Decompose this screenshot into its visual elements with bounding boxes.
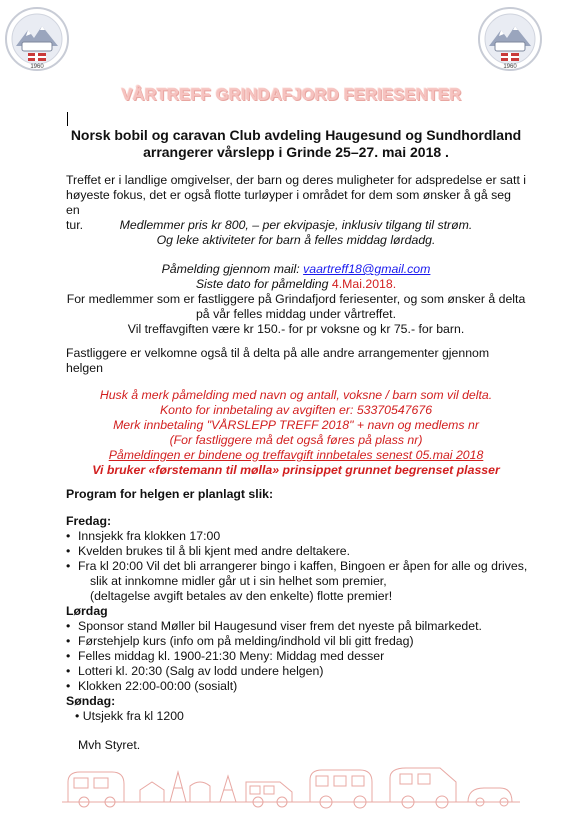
notice-line: Husk å merk påmelding med navn og antall, voksne / barn som vil delta. bbox=[99, 388, 493, 402]
sunday-label: Søndag: bbox=[66, 694, 116, 708]
list-item: • Fra kl 20:00 Vil det bli arrangerer bingo i kaffen, Bingoen er åpen for alle og drives, bbox=[66, 559, 528, 574]
permanent-line: Fastliggere er velkomne også til å delta på alle andre arrangementer gjennom bbox=[66, 346, 490, 360]
list-item: • Kvelden brukes til å bli kjent med andre deltakere. bbox=[66, 544, 528, 559]
friday-label: Fredag: bbox=[66, 514, 112, 528]
list-item: • Førstehjelp kurs (info om på melding/indhold vil bli gitt fredag) bbox=[66, 634, 528, 649]
list-item: • Felles middag kl. 1900-21:30 Meny: Middag med desser bbox=[66, 649, 528, 664]
logo-year: 1960 bbox=[503, 64, 517, 70]
permanent-line: helgen bbox=[66, 361, 103, 375]
program-list bbox=[66, 514, 528, 753]
notice-line: Vi bruker «førstemann til mølla» prinsippet grunnet begrenset plasser bbox=[92, 463, 500, 477]
members-line: For medlemmer som er fastliggere på Grindafjord feriesenter, og som ønsker å delta bbox=[66, 292, 526, 306]
signup-label: Påmelding gjennom mail: bbox=[161, 262, 304, 276]
friday-cont: slik at innkomne midler går ut i sin helhet som premier, bbox=[90, 574, 387, 588]
list-item: • Sponsor stand Møller bil Haugesund viser frem det nyeste på bilmarkedet. bbox=[66, 619, 528, 634]
notice-line: Konto for innbetaling av avgiften er: 53370547676 bbox=[159, 403, 433, 417]
signup-email-link[interactable]: vaartreff18@gmail.com bbox=[303, 262, 431, 276]
notice-line: Merk innbetaling "VÅRSLEPP TREFF 2018" + navn og medlems nr bbox=[113, 418, 479, 432]
pricing-line: Medlemmer pris kr 800, – per ekvipasje, inklusiv tilgang til strøm. bbox=[119, 218, 473, 232]
deadline-value: 4.Mai.2018. bbox=[331, 277, 397, 291]
program-heading: Program for helgen er planlagt slik: bbox=[66, 487, 274, 501]
permanent-paragraph bbox=[66, 346, 528, 376]
event-heading bbox=[56, 127, 536, 161]
page-title: VÅRTREFF GRINDAFJORD FERIESENTER bbox=[121, 86, 462, 104]
logo-year: 1960 bbox=[30, 64, 44, 70]
saturday-items bbox=[66, 619, 528, 694]
heading-line: arrangerer vårslepp i Grinde 25–27. mai 2018 . bbox=[143, 144, 449, 160]
pricing-paragraph bbox=[56, 218, 536, 248]
payment-notice bbox=[56, 388, 536, 478]
list-item: • Klokken 22:00-00:00 (sosialt) bbox=[66, 679, 528, 694]
deadline-label: Siste dato for påmelding bbox=[195, 277, 332, 291]
notice-line: (For fastliggere må det også føres på plass nr) bbox=[169, 433, 423, 447]
notice-line: Påmeldingen er bindene og treffavgift innbetales senest 05.mai 2018 bbox=[108, 448, 484, 462]
text-cursor bbox=[67, 112, 68, 126]
saturday-label: Lørdag bbox=[66, 604, 108, 618]
list-item: • Innsjekk fra klokken 17:00 bbox=[66, 529, 528, 544]
club-logo-left bbox=[4, 6, 70, 72]
friday-cont: (deltagelse avgift betales av den enkelte) flotte premier! bbox=[90, 589, 393, 603]
members-line: Vil treffavgiften være kr 150.- for pr voksne og kr 75.- for barn. bbox=[127, 322, 465, 336]
friday-items bbox=[66, 529, 528, 574]
intro-line: tur. bbox=[66, 218, 84, 232]
intro-line: høyeste fokus, det er også flotte turløyper i området for dem som ønsker å gå seg en bbox=[66, 188, 511, 217]
footer-illustration bbox=[60, 742, 525, 810]
signup-paragraph bbox=[56, 262, 536, 337]
intro-line: Treffet er i landlige omgivelser, der barn og deres muligheter for adspredelse er satt i bbox=[66, 173, 527, 187]
heading-line: Norsk bobil og caravan Club avdeling Haugesund og Sundhordland bbox=[70, 127, 522, 143]
signoff: Mvh Styret. bbox=[78, 738, 141, 752]
pricing-line: Og leke aktiviteter for barn å felles middag lørdadg. bbox=[156, 233, 436, 247]
club-logo-right bbox=[477, 6, 543, 72]
sunday-item: • Utsjekk fra kl 1200 bbox=[75, 709, 184, 723]
members-line: på vår felles middag under vårtreffet. bbox=[195, 307, 397, 321]
list-item: • Lotteri kl. 20:30 (Salg av lodd undere helgen) bbox=[66, 664, 528, 679]
